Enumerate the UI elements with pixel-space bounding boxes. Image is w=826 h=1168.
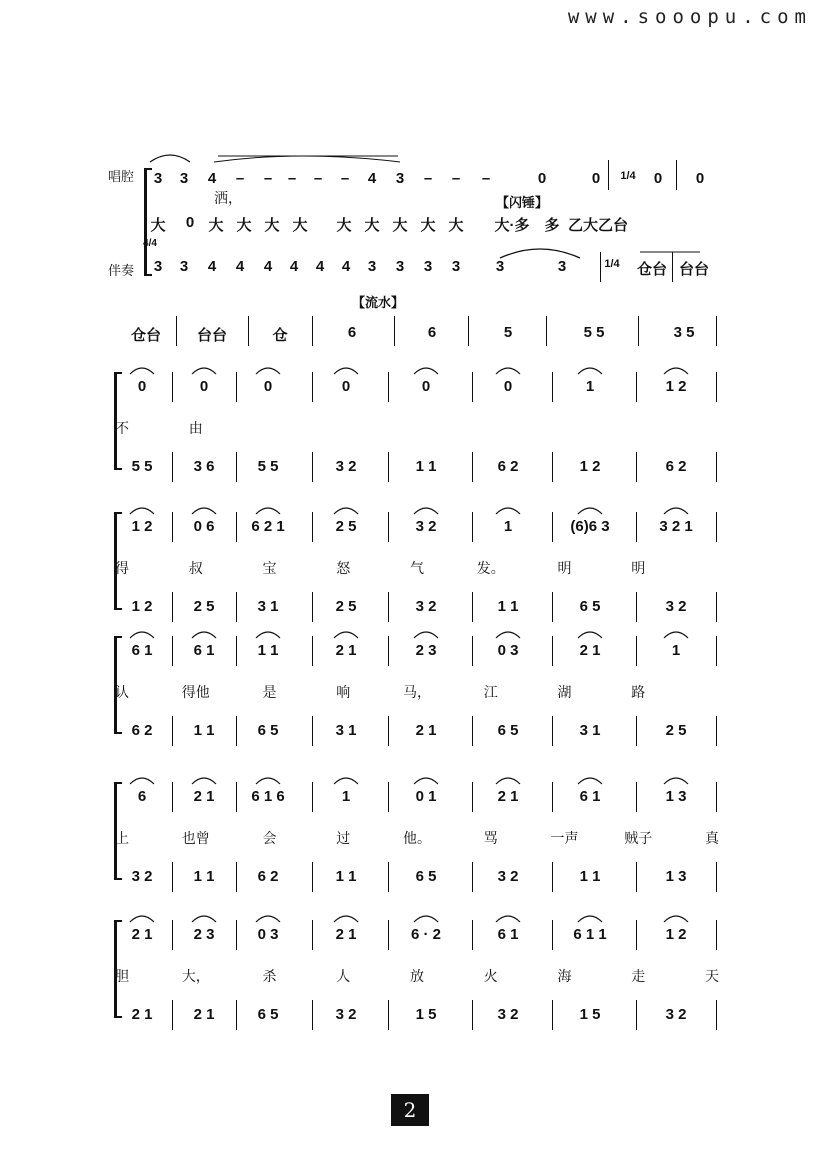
slur [130, 508, 154, 514]
slur [130, 368, 154, 374]
slur [192, 508, 216, 514]
slur [664, 632, 688, 638]
perc-syllable: 大 [236, 217, 252, 234]
note: 3 2 [665, 598, 687, 615]
note: 6 5 [497, 722, 519, 739]
note: 2 1 [193, 788, 215, 805]
note: 6 1 [579, 788, 601, 805]
lyric: 放 [410, 969, 424, 985]
note: 3 2 1 [659, 518, 693, 535]
note: 1 2 [665, 378, 687, 395]
slur [256, 632, 280, 638]
note: 1 [341, 788, 351, 805]
lyric: 江 [483, 685, 498, 701]
section-marker: 【流水】 [352, 296, 405, 311]
note: 5 5 [257, 458, 279, 475]
note: 1 [585, 378, 595, 395]
time-signature: 1/4 [604, 258, 620, 270]
vocal-part-label: 唱腔 [108, 170, 135, 185]
slur [414, 368, 438, 374]
note: 2 1 [497, 788, 519, 805]
note: – [263, 170, 273, 187]
note: 5 5 [583, 324, 605, 341]
slur [130, 916, 154, 922]
note: 3 [451, 258, 461, 275]
perc-syllable: 大 [364, 217, 380, 234]
perc-syllable: 多 [544, 217, 560, 234]
lyric: 海 [557, 969, 572, 985]
lyric: 是 [262, 685, 277, 701]
note: 2 5 [335, 598, 357, 615]
lyric: 洒， [214, 191, 242, 207]
note: 3 5 [673, 324, 695, 341]
note: 4 [235, 258, 245, 275]
slur [664, 778, 688, 784]
note: 4 [289, 258, 299, 275]
perc-syllable: 大 [292, 217, 308, 234]
note: – [451, 170, 461, 187]
note: 6 1 [193, 642, 215, 659]
slur [334, 916, 358, 922]
note: 6 · 2 [410, 926, 442, 943]
lyric: 得他 [181, 685, 210, 701]
note: 2 1 [579, 642, 601, 659]
slur [496, 508, 520, 514]
note: 0 [537, 170, 547, 187]
note: 3 [395, 170, 405, 187]
note: 6 [427, 324, 437, 341]
note: 1 2 [131, 598, 153, 615]
slur [256, 916, 280, 922]
lyric: 气 [410, 561, 424, 577]
slur [414, 632, 438, 638]
note: 4 [315, 258, 325, 275]
note: 0 [695, 170, 705, 187]
slur [414, 508, 438, 514]
lyric: 也曾 [181, 831, 210, 847]
note: 0 [421, 378, 431, 395]
lyric: 宝 [262, 561, 277, 577]
note: 3 [367, 258, 377, 275]
perc-syllable: 台台 [196, 327, 228, 344]
note: 6 2 1 [251, 518, 285, 535]
slur [192, 778, 216, 784]
slur [334, 778, 358, 784]
slur [192, 368, 216, 374]
note: 3 2 [497, 868, 519, 885]
note: 3 1 [579, 722, 601, 739]
slur [578, 916, 602, 922]
note: 3 [495, 258, 505, 275]
slur [256, 778, 280, 784]
note: – [235, 170, 245, 187]
note: 3 2 [335, 458, 357, 475]
note: 6 [347, 324, 357, 341]
lyric: 胆 [115, 969, 129, 985]
note: 2 1 [415, 722, 437, 739]
note: 6 2 [497, 458, 519, 475]
perc-syllable: 大 [208, 217, 224, 234]
note: 2 5 [335, 518, 357, 535]
perc-syllable: 大·多 [494, 217, 530, 234]
note: 2 1 [131, 1006, 153, 1023]
note: 1 3 [665, 868, 687, 885]
note: 4 [207, 258, 217, 275]
slur [496, 778, 520, 784]
note: 0 [653, 170, 663, 187]
note: 1 3 [665, 788, 687, 805]
note: 5 5 [131, 458, 153, 475]
note: 3 2 [131, 868, 153, 885]
note: 6 1 1 [573, 926, 607, 943]
lyric: 发。 [476, 561, 505, 577]
note: 1 1 [193, 722, 215, 739]
note: 6 2 [665, 458, 687, 475]
note: 3 2 [497, 1006, 519, 1023]
slur [256, 368, 280, 374]
slur [578, 632, 602, 638]
note: 0 6 [193, 518, 215, 535]
lyric: 马， [403, 685, 431, 701]
lyric: 一声 [550, 831, 579, 847]
note: – [313, 170, 323, 187]
note: 1 1 [257, 642, 279, 659]
note: 2 3 [193, 926, 215, 943]
note: 2 5 [193, 598, 215, 615]
note: – [287, 170, 297, 187]
note: (6)6 3 [570, 518, 610, 535]
lyric: 骂 [483, 831, 498, 847]
note: 0 1 [415, 788, 437, 805]
note: 1 [503, 518, 513, 535]
note: 6 5 [415, 868, 437, 885]
slur [334, 368, 358, 374]
perc-syllable: 0 [185, 214, 195, 231]
slur [496, 916, 520, 922]
lyric: 杀 [262, 969, 277, 985]
note: 3 6 [193, 458, 215, 475]
note: 3 2 [665, 1006, 687, 1023]
accomp-part-label: 伴奏 [108, 264, 135, 279]
slur [334, 632, 358, 638]
section-marker: 【闪锤】 [496, 196, 549, 211]
note: 3 [153, 258, 163, 275]
slur [578, 368, 602, 374]
lyric: 叔 [188, 561, 203, 577]
slur [334, 508, 358, 514]
note: 3 [153, 170, 163, 187]
slur [130, 632, 154, 638]
note: 4 [207, 170, 217, 187]
note: – [340, 170, 350, 187]
perc-syllable: 大 [150, 217, 166, 234]
slur [578, 508, 602, 514]
perc-syllable: 仓台 [636, 261, 668, 278]
lyric: 他。 [403, 831, 431, 847]
slur [192, 632, 216, 638]
note: 4 [341, 258, 351, 275]
note: 1 1 [415, 458, 437, 475]
perc-syllable: 大 [336, 217, 352, 234]
lyric: 天 [705, 969, 719, 985]
note: 2 1 [193, 1006, 215, 1023]
note: 6 2 [257, 868, 279, 885]
note: 1 2 [665, 926, 687, 943]
slur [192, 916, 216, 922]
note: 5 [503, 324, 513, 341]
note: 0 [341, 378, 351, 395]
note: – [481, 170, 491, 187]
note: 1 2 [131, 518, 153, 535]
slur [496, 368, 520, 374]
note: 0 [503, 378, 513, 395]
lyric: 怒 [336, 561, 351, 577]
lyric: 得 [115, 561, 129, 577]
note: 3 [179, 170, 189, 187]
perc-syllable: 大 [420, 217, 436, 234]
note: 1 5 [579, 1006, 601, 1023]
slur [664, 508, 688, 514]
note: 6 5 [579, 598, 601, 615]
lyric: 火 [483, 969, 498, 985]
note: 2 1 [335, 926, 357, 943]
note: 1 1 [335, 868, 357, 885]
slur [256, 508, 280, 514]
note: 1 2 [579, 458, 601, 475]
note: – [423, 170, 433, 187]
note: 4 [263, 258, 273, 275]
lyric: 大， [181, 969, 210, 985]
slur [664, 368, 688, 374]
note: 3 2 [335, 1006, 357, 1023]
perc-syllable: 仓台 [130, 327, 162, 344]
lyric: 不 [115, 421, 129, 437]
perc-syllable: 大 [448, 217, 464, 234]
note: 1 [671, 642, 681, 659]
note: 0 3 [497, 642, 519, 659]
note: 3 2 [415, 518, 437, 535]
note: 3 1 [257, 598, 279, 615]
note: 3 2 [415, 598, 437, 615]
note: 1 5 [415, 1006, 437, 1023]
lyric: 上 [115, 831, 129, 847]
note: 2 3 [415, 642, 437, 659]
slur [130, 778, 154, 784]
note: 0 [591, 170, 601, 187]
note: 3 [557, 258, 567, 275]
slur [414, 916, 438, 922]
lyric: 会 [262, 831, 277, 847]
note: 6 1 6 [251, 788, 285, 805]
slur [414, 778, 438, 784]
note: 1 1 [193, 868, 215, 885]
lyric: 明 [557, 561, 572, 577]
perc-syllable: 大 [264, 217, 280, 234]
time-signature: 4/4 [143, 238, 157, 249]
perc-syllable: 台台 [678, 261, 710, 278]
note: 6 5 [257, 722, 279, 739]
perc-syllable: 乙大乙台 [567, 217, 629, 234]
time-signature: 1/4 [620, 170, 636, 182]
note: 4 [367, 170, 377, 187]
note: 6 [137, 788, 147, 805]
note: 2 1 [335, 642, 357, 659]
lyric: 走 [631, 969, 646, 985]
lyric: 人 [336, 969, 351, 985]
note: 3 1 [335, 722, 357, 739]
note: 6 5 [257, 1006, 279, 1023]
note: 2 5 [665, 722, 687, 739]
perc-syllable: 大 [392, 217, 408, 234]
site-watermark: www.sooopu.com [567, 6, 812, 28]
lyric: 明 [631, 561, 646, 577]
lyric: 响 [336, 685, 351, 701]
note: 2 1 [131, 926, 153, 943]
note: 1 1 [579, 868, 601, 885]
note: 1 1 [497, 598, 519, 615]
note: 3 [395, 258, 405, 275]
lyric: 湖 [557, 685, 572, 701]
note: 3 [179, 258, 189, 275]
lyric: 由 [188, 421, 203, 437]
lyric: 过 [336, 831, 351, 847]
page-number: 2 [391, 1094, 429, 1126]
note: 6 2 [131, 722, 153, 739]
note: 0 [137, 378, 147, 395]
lyric: 路 [631, 685, 646, 701]
note: 0 3 [257, 926, 279, 943]
note: 0 [199, 378, 209, 395]
slur [578, 778, 602, 784]
slur [496, 632, 520, 638]
lyric: 贼子 [624, 831, 653, 847]
note: 0 [263, 378, 273, 395]
lyric: 真 [705, 831, 719, 847]
perc-syllable: 仓 [272, 327, 288, 344]
lyric: 认 [115, 685, 129, 701]
note: 6 1 [497, 926, 519, 943]
note: 6 1 [131, 642, 153, 659]
slur [664, 916, 688, 922]
note: 3 [423, 258, 433, 275]
